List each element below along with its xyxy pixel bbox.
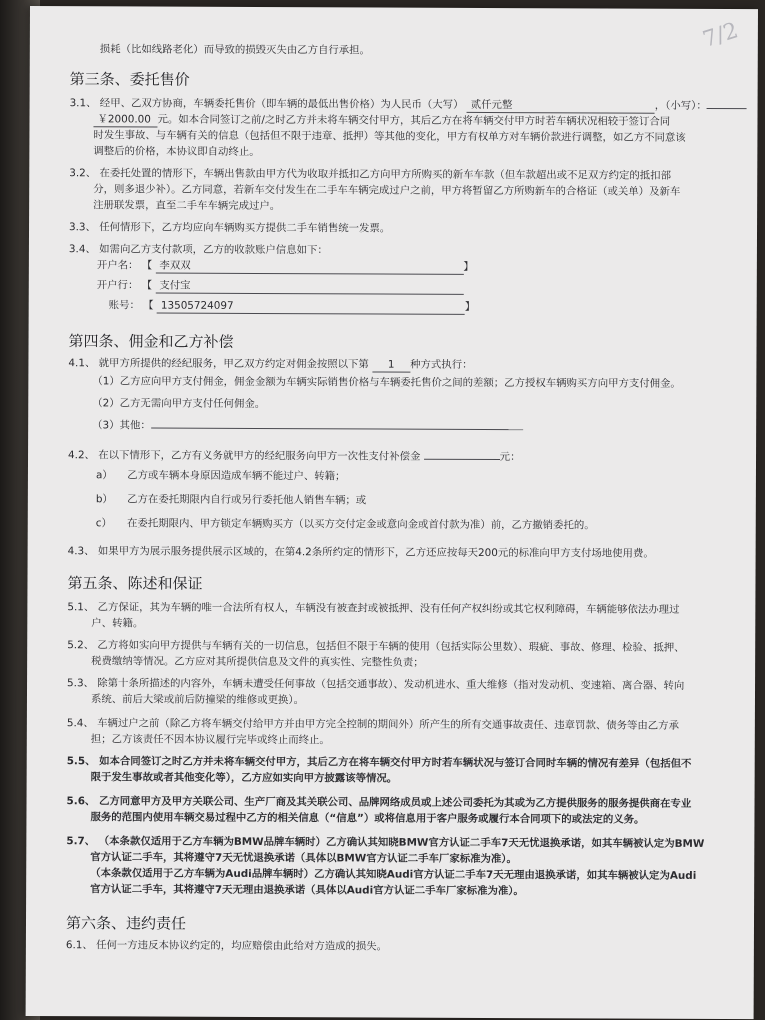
account-number-value: 13505724097 <box>157 299 465 315</box>
clause-3-3 <box>69 220 390 235</box>
clause-text: 车辆过户之前（除乙方将车辆交付给甲方并由甲方完全控制的期间外）所产生的所有交通事故责任、违章罚款、债务等由乙方承 <box>97 717 680 732</box>
clause-text: 种方式执行： <box>410 358 473 371</box>
clause-number: 4.1、 <box>68 357 96 370</box>
clause-4-3 <box>68 544 654 561</box>
account-number-label: 账号： <box>108 299 140 312</box>
clause-5-1-line-2: 户、转籍。 <box>91 617 144 630</box>
clause-3-2-line-2: 分，则多退少补）。乙方同意，若新车交付发生在二手车车辆完成过户之前，甲方将暂留乙方所购新车的合格证（或关单）及新车 <box>93 183 681 198</box>
item-text: 乙方或车辆本身原因造成车辆不能过户、转籍； <box>127 469 346 483</box>
clause-text: （本条款仅适用于乙方车辆为BMW品牌车辆时）乙方确认其知晓BMW官方认证二手车7天无忧退换承诺，如其车辆被认定为BMW <box>98 835 705 850</box>
clause-4-2-line-1 <box>68 448 520 464</box>
clause-number: 6.1、 <box>65 939 93 952</box>
item-text: 在委托期限内、甲方锁定车辆购买方（以买方交付定金或意向金或首付款为准）前，乙方撤销委托的。 <box>127 517 595 532</box>
contract-page <box>26 6 758 1019</box>
account-name-row <box>97 258 474 275</box>
clause-text: 任何一方违反本协议约定的，均应赔偿由此给对方造成的损失。 <box>96 939 388 953</box>
amount-number-field: ￥2000.00 <box>93 112 157 127</box>
clause-4-2-item-b <box>96 492 366 507</box>
clause-3-1-line-4: 调整后的价格，本协议即自动终止。 <box>93 145 260 159</box>
account-number-row <box>109 298 476 315</box>
clause-5-3-line-1 <box>67 676 684 693</box>
clause-number: 3.4、 <box>68 243 96 256</box>
clause-text: 乙方将如实向甲方提供与车辆有关的一切信息，包括但不限于车辆的使用（包括实际公里数）、瑕疵、事故、修理、检验、抵押、 <box>97 639 685 654</box>
clause-3-4 <box>69 242 328 257</box>
clause-5-2-line-2: 税费缴纳等情况。乙方应对其所提供信息及文件的真实性、完整性负责； <box>91 655 424 669</box>
clause-3-2-line-3: 注册联发票，直至二手车车辆完成过户。 <box>93 199 281 213</box>
bracket-right: 】 <box>464 300 476 313</box>
carryover-line: 损耗（比如线路老化）而导致的损毁灭失由乙方自行承担。 <box>99 43 370 57</box>
blank-underline <box>424 459 500 460</box>
clause-5-4-line-1 <box>67 716 679 733</box>
clause-number: 4.2、 <box>68 449 95 462</box>
clause-number: 3.1、 <box>69 97 97 110</box>
clause-5-7-line-4: 官方认证二手车，其将遵守7天无理由退换承诺（具体以Audi官方认证二手车厂家标准为准）。 <box>90 883 524 898</box>
clause-text: 除第十条所描述的内容外，车辆未遭受任何事故（包括交通事故）、发动机进水、重大维修（指对发动机、变速箱、离合器、转向 <box>97 677 685 692</box>
section-3-title: 第三条、委托售价 <box>69 70 190 89</box>
clause-5-5-line-2: 限于发生事故或者其他变化等），乙方应如实向甲方披露该等情况。 <box>90 771 398 785</box>
commission-option-2: （2）乙方无需向甲方支付任何佣金。 <box>92 397 266 411</box>
clause-text: ，（小写）： <box>654 99 707 112</box>
clause-number: 5.3、 <box>67 677 94 690</box>
blank-underline <box>151 428 523 431</box>
account-name-value: 李双双 <box>155 259 463 275</box>
clause-number: 5.6、 <box>66 795 96 808</box>
clause-5-3-line-2: 系统、前后大梁或前后防撞梁的维修或更换）。 <box>90 693 305 707</box>
item-label: c） <box>95 517 112 530</box>
section-5-title: 第五条、陈述和保证 <box>67 574 203 593</box>
clause-3-1-line-1 <box>70 96 747 114</box>
commission-option-1: （1）乙方应向甲方支付佣金，佣金金额为车辆实际销售价格与车辆委托售价之间的差额；乙方授权车辆购买方向甲方支付佣金。 <box>92 375 681 390</box>
clause-number: 5.4、 <box>66 717 94 730</box>
clause-number: 5.7、 <box>66 835 96 848</box>
clause-text: 如果甲方为展示服务提供展示区域的，在第4.2条所约定的情形下，乙方还应按每天200元的标准向甲方支付场地使用费。 <box>97 545 654 560</box>
clause-text: 乙方同意甲方及甲方关联公司、生产厂商及其关联公司、品牌网络成员或上述公司委托为其或为乙方提供服务的服务提供商在专业 <box>98 795 692 810</box>
bracket-left: 【 <box>141 279 153 292</box>
clause-text: 在以下情形下，乙方有义务就甲方的经纪服务向甲方一次性支付补偿金 <box>98 449 421 463</box>
bracket-left: 【 <box>143 299 154 312</box>
section-4-title: 第四条、佣金和乙方补偿 <box>68 332 234 351</box>
account-name-label: 开户名： <box>96 259 139 272</box>
bank-value: 支付宝 <box>155 279 463 295</box>
handwritten-mark: 7/2 <box>699 18 741 53</box>
clause-4-2-item-c <box>96 516 595 532</box>
bank-row <box>97 278 464 295</box>
clause-3-2-line-1 <box>69 166 671 183</box>
clause-text: 就甲方所提供的经纪服务，甲乙双方约定对佣金按照以下第 <box>98 357 369 371</box>
clause-number: 3.3、 <box>69 221 96 234</box>
clause-text: 乙方保证，其为车辆的唯一合法所有权人，车辆没有被查封或被抵押、没有任何产权纠纷或其它权利障碍，车辆能够依法办理过 <box>97 601 680 616</box>
bracket-right: 】 <box>463 260 474 273</box>
clause-text: 元： <box>499 451 521 464</box>
clause-number: 5.1、 <box>67 601 95 614</box>
clause-5-6-line-2: 服务的范围内使用车辆交易过程中乙方的相关信息（“信息”）或将信息用于客户服务或履行本合同项下的或法定的义务。 <box>90 811 645 826</box>
clause-5-5-line-1 <box>67 754 692 771</box>
commission-option-3 <box>92 418 523 434</box>
clause-text: 经甲、乙双方协商，车辆委托售价（即车辆的最低出售价格）为人民币（大写） <box>99 97 464 111</box>
clause-text: 元。如本合同签订之前/之时乙方并未将车辆交付甲方，其后乙方在将车辆交付甲方时若车辆状况相较于签订合同 <box>157 113 671 128</box>
clause-5-6-line-1 <box>67 794 692 811</box>
item-label: b） <box>95 493 113 506</box>
clause-4-2-item-a <box>96 468 346 483</box>
clause-5-7-line-2: 官方认证二手车，其将遵守7天无忧退换承诺（具体以BMW官方认证二手车厂家标准为准）。 <box>90 851 517 866</box>
clause-5-7-line-1 <box>66 834 704 851</box>
clause-number: 3.2、 <box>69 167 97 180</box>
clause-number: 4.3、 <box>67 545 95 558</box>
clause-6-1 <box>66 938 387 953</box>
section-6-title: 第六条、违约责任 <box>65 914 187 933</box>
clause-5-2-line-1 <box>67 638 684 655</box>
clause-text: 如需向乙方支付款项，乙方的收款账户信息如下： <box>99 243 328 257</box>
clause-text: 在委托处置的情形下，车辆出售款由甲方代为收取并抵扣乙方向甲方所购买的新车车款（但车款超出或不足双方约定的抵扣部 <box>99 167 672 182</box>
clause-text: 任何情形下，乙方均应向车辆购买方提供二手车销售统一发票。 <box>99 221 391 235</box>
commission-choice-field: 1 <box>372 357 410 372</box>
clause-text: （3）其他： <box>92 419 151 432</box>
clause-3-1-line-3: 时发生事故、与车辆有关的信息（包括但不限于违章、抵押）等其他的变化，甲方有权单方对车辆价款进行调整，如乙方不同意该 <box>93 129 686 144</box>
clause-text: 如本合同签订之时乙方并未将车辆交付甲方，其后乙方在将车辆交付甲方时若车辆状况与签订合同时车辆的情况有差异（包括但不 <box>99 755 692 770</box>
bracket-left: 【 <box>141 259 153 272</box>
clause-4-1-line-1 <box>68 356 472 373</box>
amount-words-field: 贰仟元整 <box>467 98 655 114</box>
clause-3-1-line-2 <box>93 112 670 130</box>
item-label: a） <box>95 469 113 482</box>
bank-label: 开户行： <box>96 279 139 292</box>
item-text: 乙方在委托期限内自行或另行委托他人销售车辆；或 <box>127 493 367 507</box>
clause-5-4-line-2: 担；乙方该责任不因本协议履行完毕或终止而终止。 <box>90 733 330 747</box>
clause-number: 5.5、 <box>66 755 96 768</box>
blank-underline <box>707 108 747 109</box>
clause-5-1-line-1 <box>67 600 679 617</box>
clause-5-7-line-3: （本条款仅适用于乙方车辆为Audi品牌车辆时）乙方确认其知晓Audi官方认证二手车7天无理由退换承诺，如其车辆被认定为Audi <box>90 867 697 882</box>
clause-number: 5.2、 <box>67 639 95 652</box>
